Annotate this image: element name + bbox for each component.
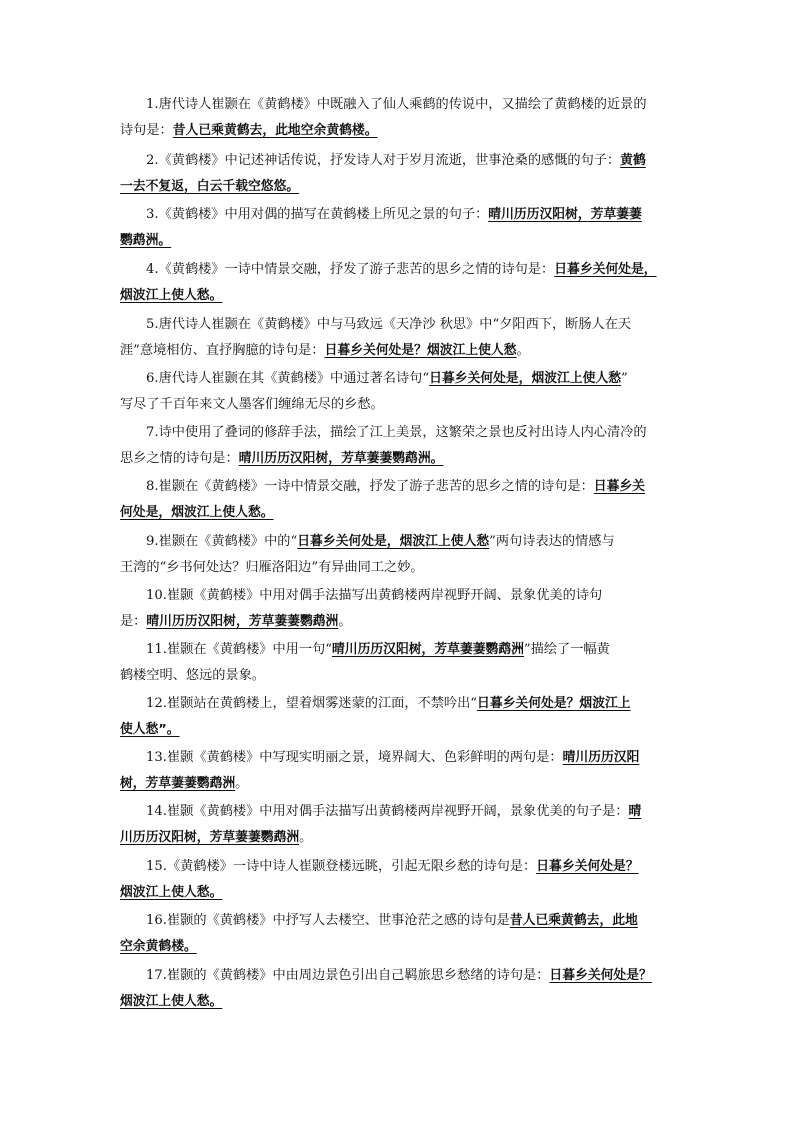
question-text: ”两句诗表达的情感与 bbox=[489, 534, 615, 549]
question-text: 5.唐代诗人崔颢在《黄鹤楼》中与马致远《天净沙 秋思》中“夕阳西下，断肠人在天 bbox=[146, 317, 632, 332]
answer-text: 日暮乡关何处是？ bbox=[549, 968, 652, 983]
question-text: 。 bbox=[516, 343, 530, 358]
question-16 bbox=[120, 908, 676, 960]
question-text: 涯”意境相仿、直抒胸臆的诗句是： bbox=[120, 343, 325, 358]
answer-text: 黄鹤 bbox=[620, 153, 646, 168]
question-text: 思乡之情的诗句是： bbox=[120, 451, 239, 466]
question-text: 诗句是： bbox=[120, 123, 173, 138]
question-12 bbox=[120, 691, 676, 743]
answer-text: 日暮乡关何处是？烟波江上 bbox=[477, 696, 631, 711]
question-text: 10.崔颢《黄鹤楼》中用对偶手法描写出黄鹤楼两岸视野开阔、景象优美的诗句 bbox=[146, 588, 603, 603]
question-11 bbox=[120, 637, 676, 689]
question-7 bbox=[120, 420, 676, 472]
question-text: 4.《黄鹤楼》一诗中情景交融，抒发了游子悲苦的思乡之情的诗句是： bbox=[146, 262, 555, 277]
answer-text: 晴川历历汉阳 bbox=[562, 750, 640, 765]
answer-text: 树，芳草萋萋鹦鹉洲 bbox=[120, 776, 236, 791]
question-text: 王湾的“乡书何处达？归雁洛阳边”有异曲同工之妙。 bbox=[120, 560, 424, 575]
question-text: 16.崔颢的《黄鹤楼》中抒写人去楼空、世事沧茫之感的诗句是 bbox=[146, 913, 510, 928]
question-text: 15.《黄鹤楼》一诗中诗人崔颢登楼远眺，引起无限乡愁的诗句是： bbox=[146, 859, 537, 874]
question-text: 14.崔颢《黄鹤楼》中用对偶手法描写出黄鹤楼两岸视野开阔，景象优美的句子是： bbox=[146, 804, 629, 819]
answer-text: 日暮乡关何处是，烟波江上使人愁 bbox=[429, 371, 622, 386]
answer-text: 日暮乡关何处是， bbox=[554, 262, 657, 277]
question-14 bbox=[120, 799, 676, 851]
question-13 bbox=[120, 745, 676, 797]
answer-text: 晴 bbox=[628, 804, 642, 819]
question-text: 17.崔颢的《黄鹤楼》中由周边景色引出自己羁旅思乡愁绪的诗句是： bbox=[146, 968, 550, 983]
question-text: 13.崔颢《黄鹤楼》中写现实明丽之景，境界阔大、色彩鲜明的两句是： bbox=[146, 750, 563, 765]
question-text: 3.《黄鹤楼》中用对偶的描写在黄鹤楼上所见之景的句子： bbox=[146, 207, 489, 222]
answer-text: 烟波江上使人愁。 bbox=[120, 885, 223, 900]
question-text: 8.崔颢在《黄鹤楼》一诗中情景交融，抒发了游子悲苦的思乡之情的诗句是： bbox=[146, 479, 594, 494]
question-text: 鹤楼空明、悠远的景象。 bbox=[120, 668, 266, 683]
answer-text: 川历历汉阳树，芳草萋萋鹦鹉洲 bbox=[120, 830, 300, 845]
answer-text: 烟波江上使人愁。 bbox=[120, 994, 223, 1009]
question-text: 2.《黄鹤楼》中记述神话传说，抒发诗人对于岁月流逝，世事沧桑的感慨的句子： bbox=[146, 153, 621, 168]
question-15 bbox=[120, 854, 676, 906]
answer-text: 日暮乡关何处是？烟波江上使人愁 bbox=[324, 343, 517, 358]
answer-text: 晴川历历汉阳树，芳草萋萋鹦鹉洲。 bbox=[238, 451, 444, 466]
question-text: ” bbox=[621, 371, 628, 386]
question-8 bbox=[120, 474, 676, 526]
answer-text: 何处是，烟波江上使人愁。 bbox=[120, 505, 274, 520]
question-4 bbox=[120, 257, 676, 309]
question-text: 写尽了千百年来文人墨客们缠绵无尽的乡愁。 bbox=[120, 397, 384, 412]
question-text: 11.崔颢在《黄鹤楼》中用一句“ bbox=[146, 642, 332, 657]
question-text: 9.崔颢在《黄鹤楼》中的“ bbox=[146, 534, 298, 549]
answer-text: 一去不复返，白云千载空悠悠。 bbox=[120, 179, 300, 194]
answer-text: 鹦鹉洲。 bbox=[120, 233, 172, 248]
question-text: 6.唐代诗人崔颢在其《黄鹤楼》中通过著名诗句“ bbox=[146, 371, 430, 386]
answer-text: 晴川历历汉阳树，芳草萋萋鹦鹉洲 bbox=[331, 642, 524, 657]
question-text: 12.崔颢站在黄鹤楼上，望着烟雾迷蒙的江面，不禁吟出“ bbox=[146, 696, 478, 711]
question-text: 是： bbox=[120, 614, 147, 629]
answer-text: 烟波江上使人愁。 bbox=[120, 288, 223, 303]
question-6 bbox=[120, 366, 676, 418]
answer-text: 日暮乡关 bbox=[593, 479, 645, 494]
question-17 bbox=[120, 963, 676, 1015]
answer-text: 晴川历历汉阳树，芳草萋萋鹦鹉洲 bbox=[146, 614, 339, 629]
question-1 bbox=[120, 92, 676, 144]
answer-text: 昔人已乘黄鹤去，此地空余黄鹤楼。 bbox=[172, 123, 378, 138]
answer-text: 昔人已乘黄鹤去，此地 bbox=[509, 913, 638, 928]
question-text: 1.唐代诗人崔颢在《黄鹤楼》中既融入了仙人乘鹤的传说中，又描绘了黄鹤楼的近景的 bbox=[146, 97, 647, 112]
question-text: 。 bbox=[299, 830, 313, 845]
answer-text: 晴川历历汉阳树，芳草萋萋 bbox=[488, 207, 642, 222]
question-text: ”描绘了一幅黄 bbox=[523, 642, 610, 657]
answer-text: 日暮乡关何处是？ bbox=[536, 859, 639, 874]
question-10 bbox=[120, 583, 676, 635]
answer-text: 日暮乡关何处是，烟波江上使人愁 bbox=[297, 534, 490, 549]
answer-text: 空余黄鹤楼。 bbox=[120, 939, 197, 954]
question-text: 。 bbox=[235, 776, 249, 791]
question-5 bbox=[120, 312, 676, 364]
question-text: 。 bbox=[338, 614, 352, 629]
question-9 bbox=[120, 529, 676, 581]
question-2 bbox=[120, 148, 676, 200]
question-3 bbox=[120, 202, 676, 254]
question-text: 7.诗中使用了叠词的修辞手法，描绘了江上美景，这繁荣之景也反衬出诗人内心清冷的 bbox=[146, 425, 647, 440]
answer-text: 使人愁”。 bbox=[120, 722, 180, 737]
